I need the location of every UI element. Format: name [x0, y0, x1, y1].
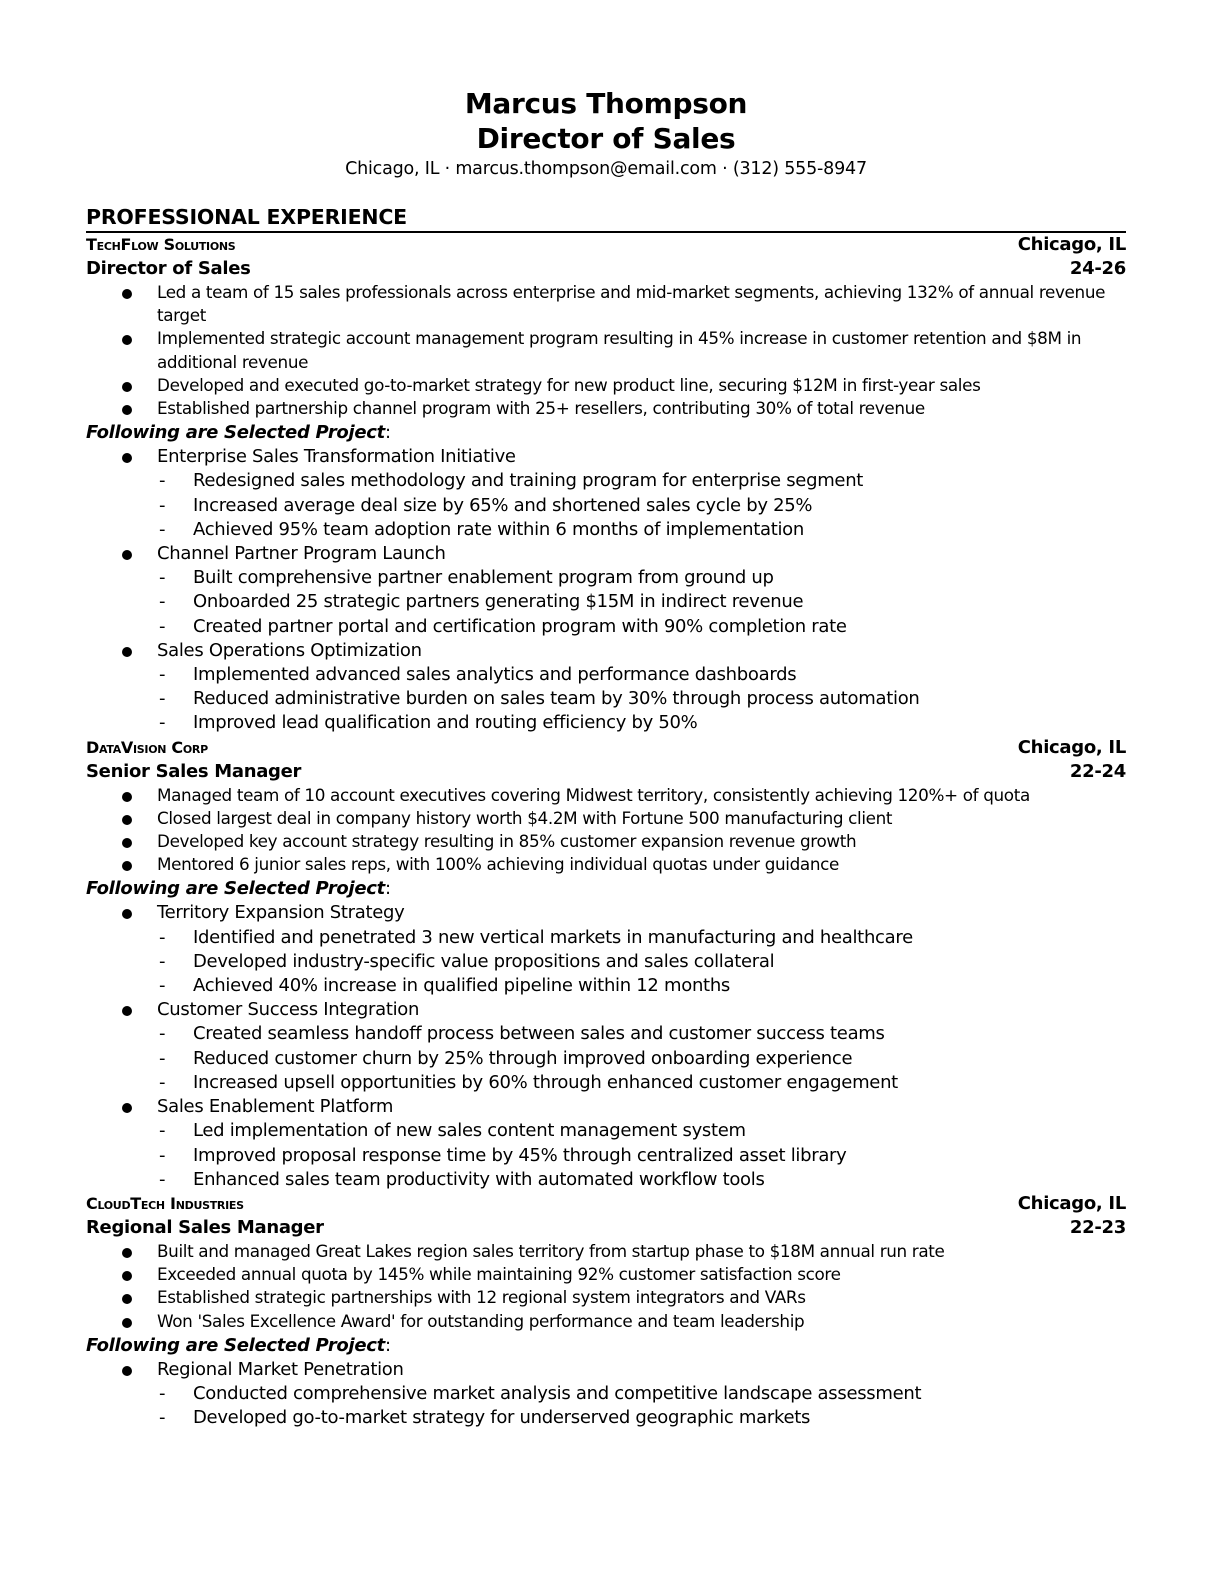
achievement-text: Established strategic partnerships with 12 regional system integrators and VARs	[157, 1287, 806, 1308]
dash-icon: -	[159, 567, 166, 589]
bullet-icon	[122, 289, 132, 299]
resume-page	[86, 86, 1126, 1430]
dash-icon: -	[159, 926, 166, 948]
achievement-text: Won 'Sales Excellence Award' for outstanding performance and team leadership	[157, 1310, 805, 1331]
project-item	[86, 1095, 1126, 1192]
project-detail-list	[157, 1022, 1126, 1095]
selected-projects-label	[86, 420, 1126, 445]
dash-icon: -	[159, 470, 166, 492]
project-detail	[157, 974, 1126, 998]
dash-icon: -	[159, 1144, 166, 1166]
achievement-item	[86, 807, 1126, 830]
project-detail	[157, 566, 1126, 590]
achievement-item	[86, 1310, 1126, 1333]
bullet-icon	[122, 453, 132, 463]
bullet-icon	[122, 1294, 132, 1304]
bullet-icon	[122, 838, 132, 848]
achievement-item	[86, 281, 1126, 327]
project-detail-text: Reduced administrative burden on sales team by 30% through process automation	[193, 688, 920, 710]
role-row	[86, 257, 1126, 281]
project-detail-text: Created seamless handoff process between sales and customer success teams	[193, 1023, 885, 1045]
job-dates: 22-24	[1069, 760, 1126, 782]
project-detail-text: Increased upsell opportunities by 60% through enhanced customer engagement	[193, 1071, 898, 1093]
section-title-experience: PROFESSIONAL EXPERIENCE	[86, 205, 1126, 233]
project-list	[86, 1358, 1126, 1431]
bullet-icon	[122, 1271, 132, 1281]
project-name: Enterprise Sales Transformation Initiative	[157, 446, 516, 468]
project-detail	[157, 1119, 1126, 1143]
project-name: Regional Market Penetration	[157, 1358, 404, 1380]
project-detail	[157, 615, 1126, 639]
selected-projects-colon: :	[384, 1334, 391, 1356]
achievement-text: Managed team of 10 account executives covering Midwest territory, consistently achieving 120%+ of quota	[157, 784, 1030, 805]
bullet-icon	[122, 1366, 132, 1376]
project-detail-text: Built comprehensive partner enablement program from ground up	[193, 567, 774, 589]
project-detail	[157, 687, 1126, 711]
bullet-icon	[122, 1006, 132, 1016]
project-detail	[157, 950, 1126, 974]
project-detail-list	[157, 566, 1126, 639]
achievement-list	[86, 784, 1126, 877]
project-item	[86, 639, 1126, 736]
project-detail	[157, 1047, 1126, 1071]
project-detail-text: Identified and penetrated 3 new vertical markets in manufacturing and healthcare	[193, 926, 913, 948]
project-detail-text: Achieved 40% increase in qualified pipeline within 12 months	[193, 975, 731, 997]
company-row	[86, 233, 1126, 257]
dash-icon: -	[159, 688, 166, 710]
project-detail-list	[157, 663, 1126, 736]
project-item	[86, 998, 1126, 1095]
candidate-title: Director of Sales	[476, 122, 736, 155]
project-detail	[157, 1022, 1126, 1046]
role-row	[86, 1216, 1126, 1240]
bullet-icon	[122, 405, 132, 415]
achievement-list	[86, 1240, 1126, 1333]
project-name: Sales Operations Optimization	[157, 639, 422, 661]
dash-icon: -	[159, 1071, 166, 1093]
project-list	[86, 445, 1126, 735]
job-role: Senior Sales Manager	[86, 760, 302, 782]
project-detail-list	[157, 1119, 1126, 1192]
project-item	[86, 445, 1126, 542]
bullet-icon	[122, 647, 132, 657]
bullet-icon	[122, 382, 132, 392]
job-dates: 24-26	[1069, 258, 1126, 279]
job-entry	[86, 1192, 1126, 1430]
company-row	[86, 1192, 1126, 1216]
achievement-item	[86, 1240, 1126, 1263]
resume-header	[86, 86, 1126, 181]
dash-icon: -	[159, 591, 166, 613]
project-detail-text: Onboarded 25 strategic partners generating $15M in indirect revenue	[193, 591, 804, 613]
achievement-text: Mentored 6 junior sales reps, with 100% achieving individual quotas under guidance	[157, 854, 839, 875]
project-detail-text: Created partner portal and certification program with 90% completion rate	[193, 615, 847, 637]
dash-icon: -	[159, 615, 166, 637]
project-detail-text: Developed industry-specific value propositions and sales collateral	[193, 950, 775, 972]
project-item	[86, 1358, 1126, 1431]
project-detail-text: Implemented advanced sales analytics and performance dashboards	[193, 664, 797, 686]
project-detail	[157, 494, 1126, 518]
project-item	[86, 901, 1126, 998]
achievement-text: Built and managed Great Lakes region sales territory from startup phase to $18M annual run rate	[157, 1240, 945, 1261]
achievement-item	[86, 1263, 1126, 1286]
dash-icon: -	[159, 1168, 166, 1190]
job-entry	[86, 233, 1126, 736]
achievement-text: Implemented strategic account management program resulting in 45% increase in customer retention and $8M in additional revenue	[157, 328, 1082, 372]
project-name: Sales Enablement Platform	[157, 1096, 394, 1118]
contact-line: Chicago, IL · marcus.thompson@email.com · (312) 555-8947	[345, 159, 867, 179]
project-detail-text: Led implementation of new sales content management system	[193, 1120, 746, 1142]
achievement-text: Developed key account strategy resulting in 85% customer expansion revenue growth	[157, 831, 857, 852]
dash-icon: -	[159, 1023, 166, 1045]
candidate-name: Marcus Thompson	[464, 87, 748, 120]
project-detail	[157, 1071, 1126, 1095]
experience-list	[86, 233, 1126, 1430]
job-role: Regional Sales Manager	[86, 1216, 324, 1238]
project-detail	[157, 1168, 1126, 1192]
project-detail	[157, 1144, 1126, 1168]
dash-icon: -	[159, 1407, 166, 1429]
project-detail-text: Redesigned sales methodology and training program for enterprise segment	[193, 470, 864, 492]
bullet-icon	[122, 815, 132, 825]
bullet-icon	[122, 1318, 132, 1328]
selected-projects-heading: Following are Selected Project	[86, 1334, 385, 1356]
project-name: Customer Success Integration	[157, 999, 420, 1021]
achievement-item	[86, 853, 1126, 876]
project-detail-text: Increased average deal size by 65% and shortened sales cycle by 25%	[193, 494, 813, 516]
achievement-item	[86, 327, 1126, 373]
dash-icon: -	[159, 975, 166, 997]
project-name: Territory Expansion Strategy	[157, 902, 405, 924]
achievement-item	[86, 830, 1126, 853]
project-detail-text: Improved proposal response time by 45% through centralized asset library	[193, 1144, 847, 1166]
bullet-icon	[122, 550, 132, 560]
dash-icon: -	[159, 1382, 166, 1404]
selected-projects-heading: Following are Selected Project	[86, 422, 385, 444]
project-detail	[157, 711, 1126, 735]
achievement-text: Closed largest deal in company history worth $4.2M with Fortune 500 manufacturing client	[157, 807, 893, 828]
project-detail	[157, 469, 1126, 493]
achievement-item	[86, 397, 1126, 420]
achievement-item	[86, 1286, 1126, 1309]
dash-icon: -	[159, 518, 166, 540]
bullet-icon	[122, 1248, 132, 1258]
company-row	[86, 736, 1126, 760]
dash-icon: -	[159, 950, 166, 972]
project-detail-list	[157, 1382, 1126, 1430]
project-detail-text: Enhanced sales team productivity with automated workflow tools	[193, 1168, 765, 1190]
bullet-icon	[122, 1103, 132, 1113]
project-item	[86, 542, 1126, 639]
project-detail	[157, 518, 1126, 542]
project-detail-text: Reduced customer churn by 25% through improved onboarding experience	[193, 1047, 853, 1069]
job-location: Chicago, IL	[1017, 1192, 1126, 1214]
bullet-icon	[122, 792, 132, 802]
selected-projects-colon: :	[384, 878, 391, 900]
project-detail-text: Improved lead qualification and routing efficiency by 50%	[193, 712, 698, 734]
bullet-icon	[122, 335, 132, 345]
achievement-text: Developed and executed go-to-market strategy for new product line, securing $12M in first-year sales	[157, 374, 981, 395]
dash-icon: -	[159, 664, 166, 686]
selected-projects-label	[86, 876, 1126, 901]
achievement-item	[86, 374, 1126, 397]
project-detail-text: Achieved 95% team adoption rate within 6 months of implementation	[193, 518, 804, 540]
project-detail	[157, 1406, 1126, 1430]
dash-icon: -	[159, 712, 166, 734]
project-detail-text: Developed go-to-market strategy for underserved geographic markets	[193, 1407, 811, 1429]
project-detail-text: Conducted comprehensive market analysis and competitive landscape assessment	[193, 1382, 922, 1404]
project-list	[86, 901, 1126, 1191]
dash-icon: -	[159, 1120, 166, 1142]
selected-projects-heading: Following are Selected Project	[86, 878, 385, 900]
company-name: DataVision Corp	[86, 737, 208, 757]
job-location: Chicago, IL	[1017, 234, 1126, 255]
project-name: Channel Partner Program Launch	[157, 543, 446, 565]
dash-icon: -	[159, 1047, 166, 1069]
job-entry	[86, 736, 1126, 1192]
project-detail	[157, 926, 1126, 950]
selected-projects-label	[86, 1333, 1126, 1358]
company-name: TechFlow Solutions	[86, 235, 236, 254]
selected-projects-colon: :	[384, 422, 391, 444]
dash-icon: -	[159, 494, 166, 516]
achievement-text: Exceeded annual quota by 145% while maintaining 92% customer satisfaction score	[157, 1264, 841, 1285]
bullet-icon	[122, 861, 132, 871]
project-detail-list	[157, 926, 1126, 999]
bullet-icon	[122, 909, 132, 919]
achievement-text: Established partnership channel program with 25+ resellers, contributing 30% of total revenue	[157, 398, 925, 419]
role-row	[86, 760, 1126, 784]
project-detail	[157, 663, 1126, 687]
company-name: CloudTech Industries	[86, 1193, 244, 1213]
project-detail	[157, 590, 1126, 614]
achievement-list	[86, 281, 1126, 420]
job-dates: 22-23	[1069, 1216, 1126, 1238]
job-role: Director of Sales	[86, 258, 251, 279]
job-location: Chicago, IL	[1017, 736, 1126, 758]
project-detail	[157, 1382, 1126, 1406]
achievement-text: Led a team of 15 sales professionals across enterprise and mid-market segments, achieving 132% of annual revenue target	[157, 282, 1106, 326]
project-detail-list	[157, 469, 1126, 542]
achievement-item	[86, 784, 1126, 807]
